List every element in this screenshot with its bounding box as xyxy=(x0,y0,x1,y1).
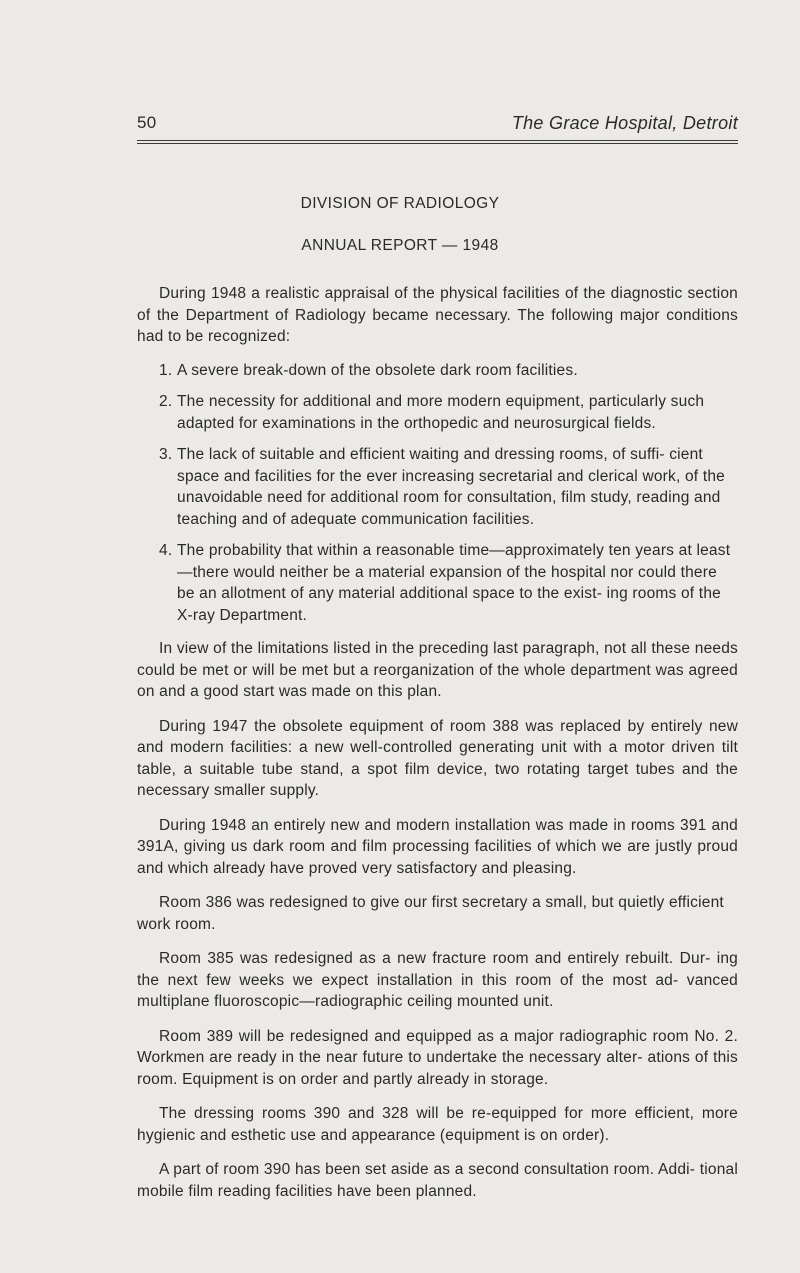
paragraph: A part of room 390 has been set aside as a second consultation room. Addi- tional mobile film reading facilities have been planned. xyxy=(137,1161,738,1200)
condition-text: The probability that within a reasonable time—approximately ten years at least—there would neither be a material expansion of the hospital nor could there be an allotment of any material additional space to the exist- ing rooms of the X-ray Department. xyxy=(177,542,731,624)
running-title: The Grace Hospital, Detroit xyxy=(511,113,738,133)
condition-item xyxy=(137,540,738,626)
paragraph: During 1948 an entirely new and modern installation was made in rooms 391 and 391A, giving us dark room and film processing facilities of which we are justly proud and which already have proved very satisfactory and pleasing. xyxy=(137,816,738,877)
condition-text: The necessity for additional and more modern equipment, particularly such adapted for examinations in the orthopedic and neurosurgical fields. xyxy=(177,393,705,432)
condition-item xyxy=(137,391,738,434)
report-body xyxy=(137,283,738,1215)
condition-text: The lack of suitable and efficient waiting and dressing rooms, of suffi- cient space and facilities for the ever increasing secretarial and clerical work, of the unavoidable need for additional room for consultation, film study, reading and teaching and of adequate communication facilities. xyxy=(177,446,725,528)
intro-paragraph: During 1948 a realistic appraisal of the physical facilities of the diagnostic section of the Department of Radiology became necessary. The following major conditions had to be recognized: xyxy=(137,285,738,345)
header-rule-bottom xyxy=(137,143,738,144)
condition-item xyxy=(137,444,738,530)
report-heading: ANNUAL REPORT — 1948 xyxy=(301,237,499,254)
paragraph: In view of the limitations listed in the preceding last paragraph, not all these needs could be met or will be met but a reorganization of the whole department was agreed on and a good start was made on this plan. xyxy=(137,640,738,700)
condition-number: 3. xyxy=(159,446,173,463)
condition-number: 2. xyxy=(159,393,173,410)
paragraph: Room 386 was redesigned to give our first secretary a small, but quietly efficient work room. xyxy=(137,894,724,933)
paragraph: Room 385 was redesigned as a new fracture room and entirely rebuilt. Dur- ing the next few weeks we expect installation in this room of the most ad- vanced multiplane fluoroscopic—radiographic ceiling mounted unit. xyxy=(137,950,738,1010)
condition-item xyxy=(137,360,738,382)
paragraph: The dressing rooms 390 and 328 will be re-equipped for more efficient, more hygienic and esthetic use and appearance (equipment is on order). xyxy=(137,1105,738,1144)
paragraph: During 1947 the obsolete equipment of room 388 was replaced by entirely new and modern facilities: a new well-controlled generating unit with a motor driven tilt table, a suitable tube stand, a spot film device, two rotating target tubes and the necessary smaller supply. xyxy=(137,717,738,799)
page-number: 50 xyxy=(137,113,157,132)
condition-text: A severe break-down of the obsolete dark room facilities. xyxy=(177,361,578,379)
condition-number: 1. xyxy=(159,361,173,379)
condition-number: 4. xyxy=(159,542,173,559)
header-rule-top xyxy=(137,140,738,141)
running-head xyxy=(137,113,738,139)
conditions-list xyxy=(137,360,738,627)
division-heading: DIVISION OF RADIOLOGY xyxy=(300,195,500,212)
paragraph: Room 389 will be redesigned and equipped as a major radiographic room No. 2. Workmen are ready in the near future to undertake the necessary alter- ations of this room. Equipment is on order and partly already in storage. xyxy=(137,1027,738,1088)
